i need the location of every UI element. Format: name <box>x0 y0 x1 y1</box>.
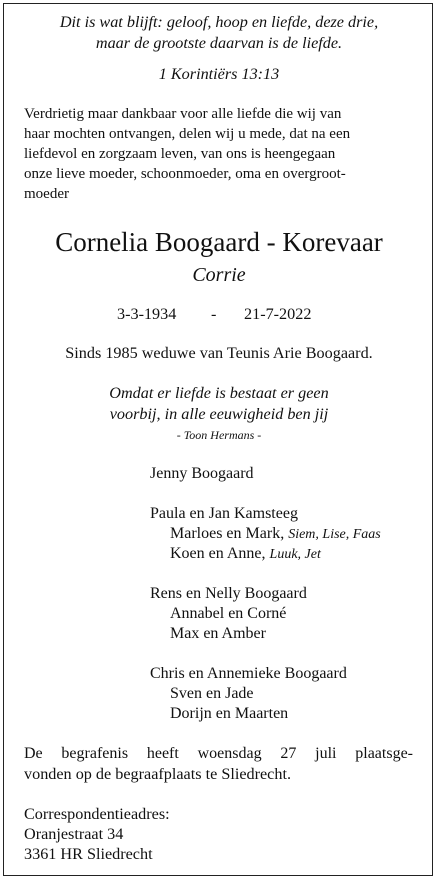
grandchild-couple: Koen en Anne, <box>170 545 266 562</box>
quote-line-1: Dit is wat blijft: geloof, hoop en liefde, deze drie, <box>59 13 379 31</box>
funeral-line-2: vonden op de begraafplaats te Sliedrecht. <box>24 765 291 783</box>
deceased-name: Cornelia Boogaard - Korevaar <box>55 227 383 257</box>
great-grandchildren: Siem, Lise, Faas <box>288 527 381 542</box>
grandchild-couple: Sven en Jade <box>170 685 254 702</box>
grandchild-couple: Max en Amber <box>170 625 266 642</box>
family-member: Paula en Jan Kamsteeg <box>150 505 298 522</box>
family-member: Rens en Nelly Boogaard <box>150 585 307 602</box>
birth-date: 3-3-1934 <box>117 305 177 323</box>
deceased-nickname: Corrie <box>192 264 246 286</box>
grandchild-line <box>170 523 381 545</box>
intro-line-5: moeder <box>24 186 69 202</box>
intro-line-2: haar mochten ontvangen, delen wij u mede, dat na een <box>24 126 351 142</box>
great-grandchildren: Luuk, Jet <box>269 547 321 562</box>
address-street: Oranjestraat 34 <box>24 825 124 843</box>
address-label: Correspondentieadres: <box>24 805 170 823</box>
quote-reference: 1 Korintiërs 13:13 <box>158 65 280 83</box>
family-member: Chris en Annemieke Boogaard <box>150 665 347 682</box>
address-city: 3361 HR Sliedrecht <box>24 845 153 863</box>
death-date: 21-7-2022 <box>244 305 312 323</box>
intro-line-3: liefdevol en zorgzaam leven, van ons is heengegaan <box>24 146 336 162</box>
grandchild-couple: Annabel en Corné <box>170 605 287 622</box>
poem-line-1: Omdat er liefde is bestaat er geen <box>109 384 329 402</box>
widow-line: Sinds 1985 weduwe van Teunis Arie Boogaard. <box>65 344 373 362</box>
poem-author: - Toon Hermans - <box>176 428 262 442</box>
grandchild-couple: Dorijn en Maarten <box>170 705 289 722</box>
grandchild-line <box>170 543 321 565</box>
intro-line-1: Verdrietig maar dankbaar voor alle liefde die wij van <box>24 106 342 122</box>
funeral-line-1: De begrafenis heeft woensdag 27 juli plaatsge- <box>24 745 413 762</box>
date-separator: - <box>211 305 217 323</box>
family-member: Jenny Boogaard <box>150 465 254 482</box>
poem-line-2: voorbij, in alle eeuwigheid ben jij <box>109 405 329 423</box>
intro-line-4: onze lieve moeder, schoonmoeder, oma en overgroot- <box>24 166 346 182</box>
quote-line-2: maar de grootste daarvan is de liefde. <box>95 34 343 52</box>
grandchild-couple: Marloes en Mark, <box>170 525 285 542</box>
